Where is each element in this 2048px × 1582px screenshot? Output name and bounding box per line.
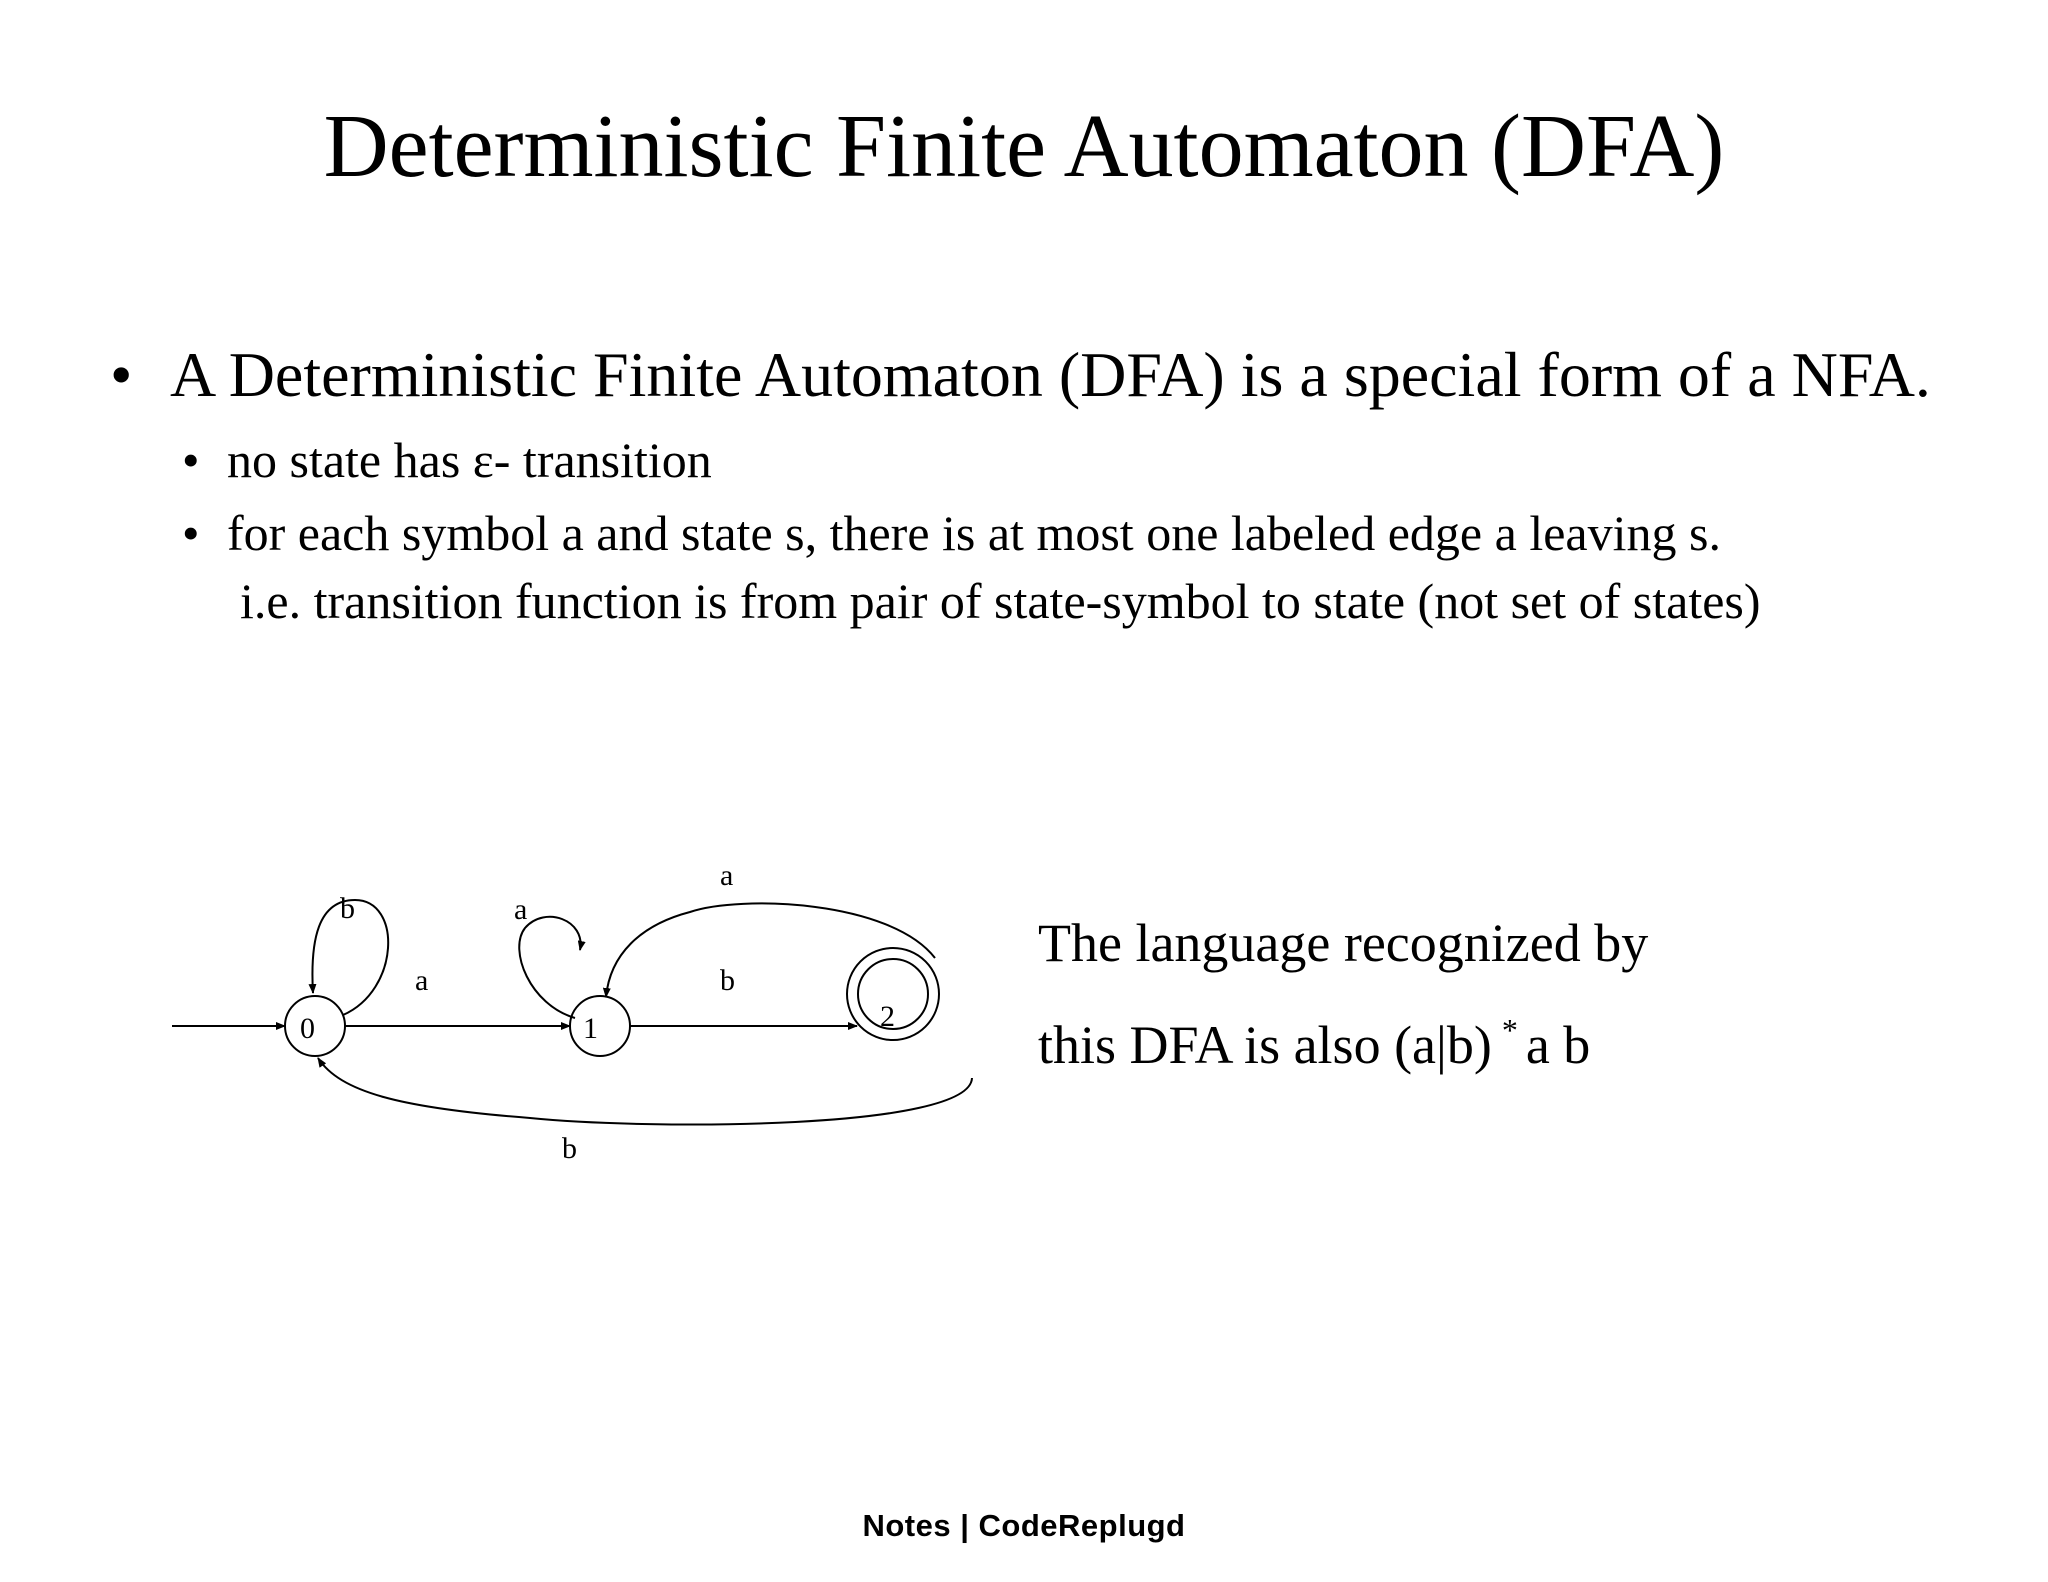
dfa-diagram xyxy=(150,840,990,1170)
state-2-label: 2 xyxy=(880,1000,895,1033)
transition-1-1 xyxy=(519,917,580,1018)
bullet-marker: • xyxy=(182,505,200,561)
language-line-2 xyxy=(1038,1012,1590,1085)
bullet-marker: • xyxy=(110,339,133,410)
sub-bullet-text: for each symbol a and state s, there is at most one labeled edge a leaving s. xyxy=(227,505,1721,561)
transition-2-1 xyxy=(606,903,935,997)
transition-label: a xyxy=(415,964,429,997)
transition-label: b xyxy=(340,892,355,925)
transition-label: b xyxy=(720,964,735,997)
state-0-label: 0 xyxy=(300,1012,315,1045)
transition-label: a xyxy=(720,859,734,892)
language-line-1: The language recognized by xyxy=(1038,913,1649,973)
state-2 xyxy=(847,948,939,1040)
state-1-label: 1 xyxy=(583,1012,598,1045)
language-expression-prefix: this DFA is also (a|b) xyxy=(1038,1015,1492,1075)
sub-bullet-text: no state has ε- transition xyxy=(227,432,712,488)
transition-label: a xyxy=(514,893,528,926)
main-bullet-text: A Deterministic Finite Automaton (DFA) is a special form of a NFA. xyxy=(170,339,1931,410)
state-1-circle xyxy=(570,996,630,1056)
sub-bullet-continuation: i.e. transition function is from pair of state-symbol to state (not set of states) xyxy=(240,573,1761,629)
bullet-marker: • xyxy=(182,432,200,488)
kleene-star: * xyxy=(1501,1012,1518,1048)
transition-label: b xyxy=(562,1132,577,1165)
footer-watermark: Notes | CodeReplugd xyxy=(862,1508,1186,1543)
transition-2-0 xyxy=(318,1058,972,1125)
state-0-circle xyxy=(285,996,345,1056)
state-1 xyxy=(570,996,630,1056)
language-expression-suffix: a b xyxy=(1525,1015,1591,1075)
state-0 xyxy=(285,996,345,1056)
slide-title: Deterministic Finite Automaton (DFA) xyxy=(323,97,1725,196)
